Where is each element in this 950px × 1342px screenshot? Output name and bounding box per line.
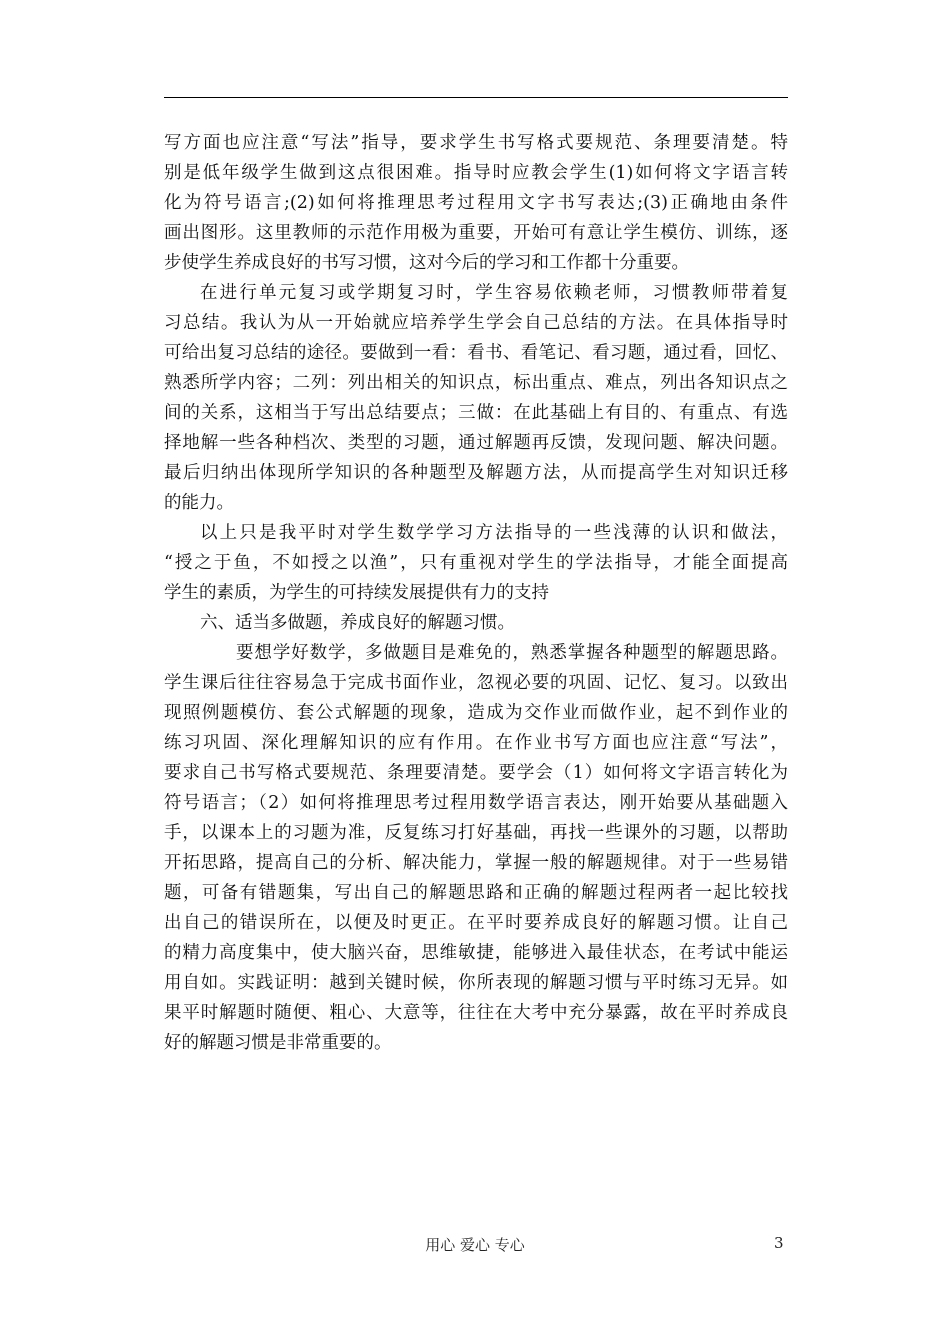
text-line: 以上只是我平时对学生数学学习方法指导的一些浅薄的认识和做法， [200,523,788,543]
document-body [164,128,788,1058]
text-line: 现照例题模仿、套公式解题的现象，造成为交作业而做作业，起不到作业的 [164,703,788,723]
text-line: 开拓思路，提高自己的分析、解决能力，掌握一般的解题规律。对于一些易错 [164,853,788,873]
text-line: “授之于鱼，不如授之以渔”，只有重视对学生的学法指导，才能全面提高 [164,553,788,573]
text-line: 要想学好数学，多做题目是难免的，熟悉掌握各种题型的解题思路。 [236,643,788,663]
text-line: 可给出复习总结的途径。要做到一看：看书、看笔记、看习题，通过看，回忆、 [164,343,788,363]
text-line: 符号语言；（2）如何将推理思考过程用数学语言表达，刚开始要从基础题入 [164,793,788,813]
text-line: 写方面也应注意“写法”指导，要求学生书写格式要规范、条理要清楚。特 [164,133,788,153]
text-line: 题，可备有错题集，写出自己的解题思路和正确的解题过程两者一起比较找 [164,883,788,903]
text-line: 别是低年级学生做到这点很困难。指导时应教会学生(1)如何将文字语言转 [164,163,788,183]
text-line: 化为符号语言;(2)如何将推理思考过程用文字书写表达;(3)正确地由条件 [164,193,788,213]
text-line: 熟悉所学内容；二列：列出相关的知识点，标出重点、难点，列出各知识点之 [164,373,788,393]
text-line: 择地解一些各种档次、类型的习题，通过解题再反馈，发现问题、解决问题。 [164,433,788,453]
text-line: 用自如。实践证明：越到关键时候，你所表现的解题习惯与平时练习无异。如 [164,973,788,993]
text-line: 好的解题习惯是非常重要的。 [164,1033,392,1053]
text-line: 的精力高度集中，使大脑兴奋，思维敏捷，能够进入最佳状态，在考试中能运 [164,943,788,963]
text-line: 学生课后往往容易急于完成书面作业，忽视必要的巩固、记忆、复习。以致出 [164,673,788,693]
text-line: 出自己的错误所在，以便及时更正。在平时要养成良好的解题习惯。让自己 [164,913,788,933]
text-line: 的能力。 [164,493,234,513]
text-line: 果平时解题时随便、粗心、大意等，往往在大考中充分暴露，故在平时养成良 [164,1003,788,1023]
text-line: 六、适当多做题，养成良好的解题习惯。 [200,613,515,633]
page-number: 3 [774,1234,784,1252]
text-line: 习总结。我认为从一开始就应培养学生学会自己总结的方法。在具体指导时 [164,313,788,333]
text-line: 最后归纳出体现所学知识的各种题型及解题方法，从而提高学生对知识迁移 [164,463,788,483]
header-rule [164,97,788,98]
text-line: 间的关系，这相当于写出总结要点；三做：在此基础上有目的、有重点、有选 [164,403,788,423]
text-line: 在进行单元复习或学期复习时，学生容易依赖老师，习惯教师带着复 [200,283,788,303]
text-line: 手，以课本上的习题为准，反复练习打好基础，再找一些课外的习题，以帮助 [164,823,788,843]
text-line: 步使学生养成良好的书写习惯，这对今后的学习和工作都十分重要。 [164,253,689,273]
text-line: 练习巩固、深化理解知识的应有作用。在作业书写方面也应注意“写法”， [164,733,788,753]
text-line: 要求自己书写格式要规范、条理要清楚。要学会（1）如何将文字语言转化为 [164,763,788,783]
footer-text: 用心 爱心 专心 [425,1236,525,1254]
text-line: 学生的素质，为学生的可持续发展提供有力的支持 [164,583,549,603]
text-line: 画出图形。这里教师的示范作用极为重要，开始可有意让学生模仿、训练，逐 [164,223,788,243]
